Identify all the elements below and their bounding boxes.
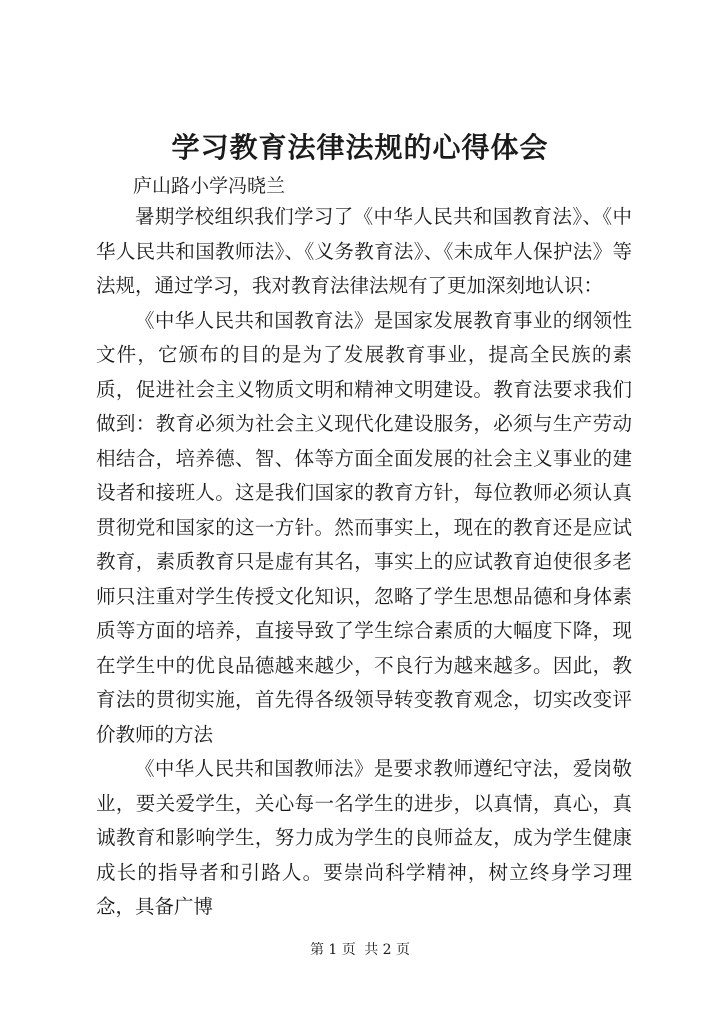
page-number: 第 1 页 (309, 942, 356, 958)
page-total: 共 2 页 (364, 942, 411, 958)
document-body (96, 200, 632, 925)
document-title: 学习教育法律法规的心得体会 (171, 131, 549, 164)
page-footer (0, 940, 720, 960)
paragraph-education-law: 《中华人民共和国教育法》是国家发展教育事业的纲领性文件，它颁布的目的是为了发展教育事业，提高全民族的素质，促进社会主义物质文明和精神文明建设。教育法要求我们做到：教育必须为社会主义现代化建设服务，必须与生产劳动相结合，培养德、智、体等方面全面发展的社会主义事业的建设者和接班人。这是我们国家的教育方针，每位教师必须认真贯彻党和国家的这一方针。然而事实上，现在的教育还是应试教育，素质教育只是虚有其名，事实上的应试教育迫使很多老师只注重对学生传授文化知识，忽略了学生思想品德和身体素质等方面的培养，直接导致了学生综合素质的大幅度下降，现在学生中的优良品德越来越少，不良行为越来越多。因此，教育法的贯彻实施，首先得各级领导转变教育观念，切实改变评价教师的方法 (96, 308, 632, 746)
paragraph-intro: 暑期学校组织我们学习了《中华人民共和国教育法》、《中华人民共和国教师法》、《义务教育法》、《未成年人保护法》等法规，通过学习，我对教育法律法规有了更加深刻地认识： (96, 205, 632, 297)
document-author: 庐山路小学冯晓兰 (133, 175, 286, 197)
paragraph-teacher-law: 《中华人民共和国教师法》是要求教师遵纪守法，爱岗敬业，要关爱学生，关心每一名学生的进步，以真情，真心，真诚教育和影响学生，努力成为学生的良师益友，成为学生健康成长的指导者和引路人。要崇尚科学精神，树立终身学习理念，具备广博 (96, 757, 632, 918)
